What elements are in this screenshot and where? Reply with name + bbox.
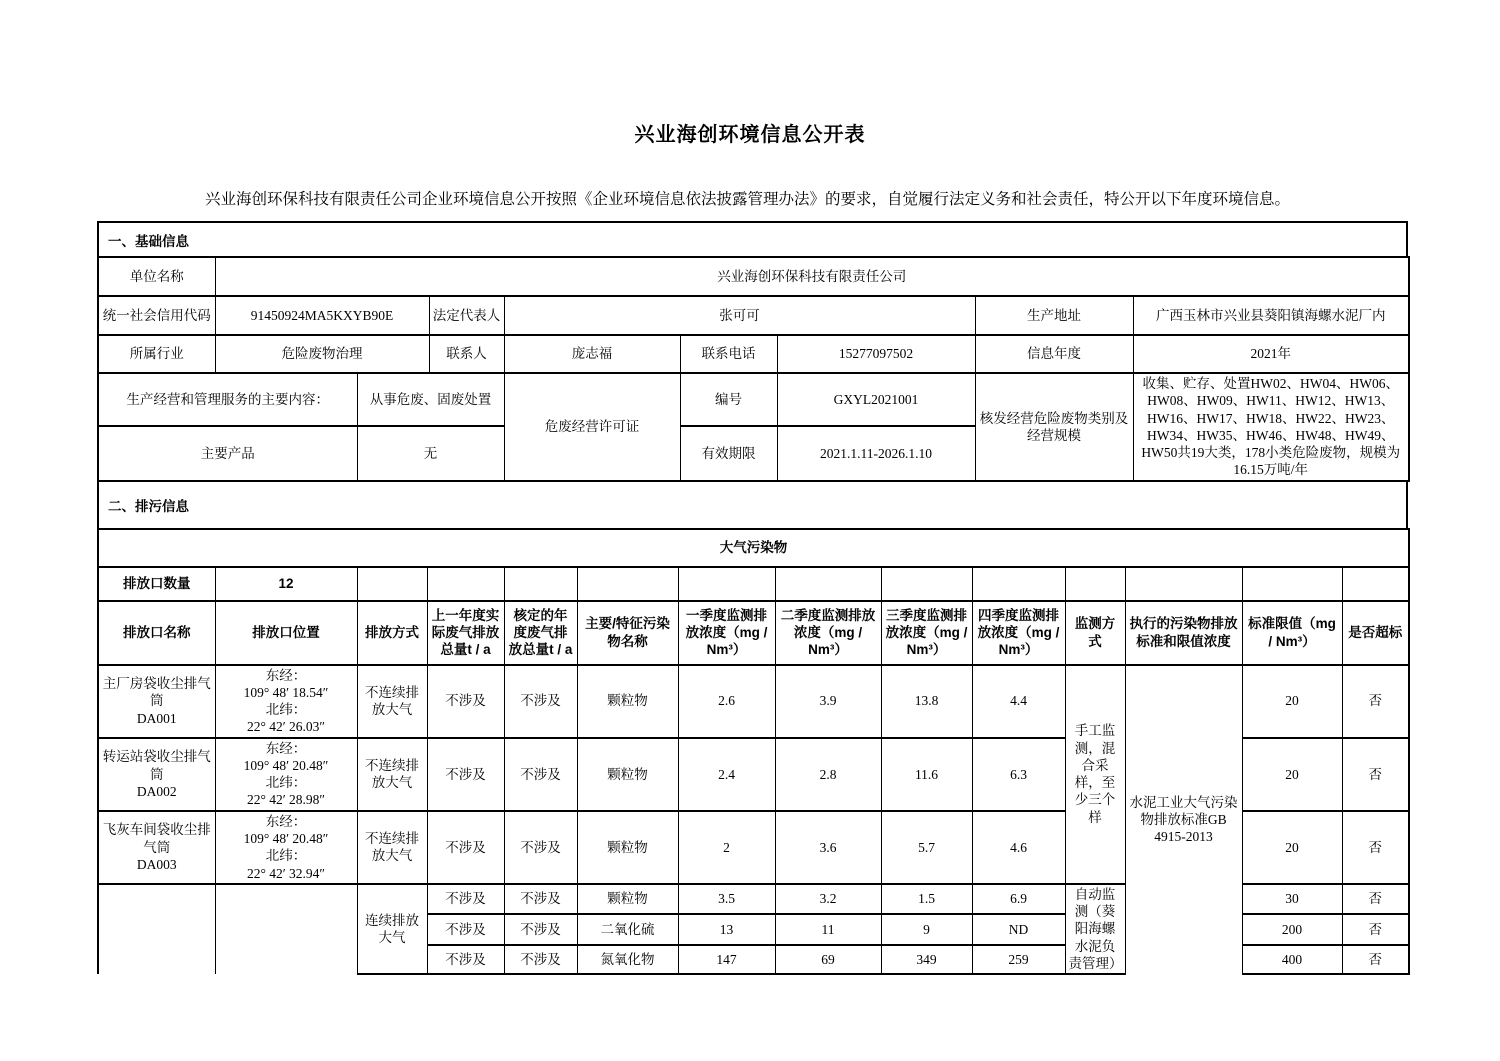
contact-value-cell: 庞志福	[504, 335, 680, 373]
page-title: 兴业海创环境信息公开表	[634, 124, 866, 146]
discharge-mode-cell: 连续排放大气	[357, 884, 427, 974]
q1-value-cell: 2.4	[678, 738, 775, 811]
q3-value-cell: 11.6	[881, 738, 972, 811]
empty-cell	[775, 567, 881, 601]
business-scope-label-cell: 生产经营和管理服务的主要内容：	[98, 373, 357, 426]
monitoring-auto-cell: 自动监测（葵阳海螺水泥负责管理）	[1065, 884, 1125, 974]
lastyear-total-cell: 不涉及	[427, 738, 504, 811]
header-q4-concentration: 四季度监测排放浓度（mg / Nm³）	[972, 601, 1065, 665]
q3-value-cell: 1.5	[881, 884, 972, 914]
q2-value-cell: 2.8	[775, 738, 881, 811]
approved-total-cell: 不涉及	[504, 914, 577, 944]
limit-value-cell: 20	[1242, 665, 1342, 738]
pollutant-cell: 颗粒物	[577, 665, 678, 738]
empty-cell	[1342, 567, 1409, 601]
license-valid-label-cell: 有效期限	[680, 426, 777, 480]
lastyear-total-cell: 不涉及	[427, 884, 504, 914]
q2-value-cell: 69	[775, 945, 881, 974]
header-approved-total: 核定的年度废气排放总量t / a	[504, 601, 577, 665]
header-q2-concentration: 二季度监测排放浓度（mg / Nm³）	[775, 601, 881, 665]
info-year-label-cell: 信息年度	[975, 335, 1133, 373]
outlet-count-label-cell: 排放口数量	[98, 567, 215, 601]
empty-cell	[678, 567, 775, 601]
q3-value-cell: 5.7	[881, 811, 972, 884]
industry-value-cell: 危险废物治理	[215, 335, 429, 373]
outlet-code: DA002	[136, 783, 177, 799]
q1-value-cell: 2.6	[678, 665, 775, 738]
longitude-label: 东经：	[265, 667, 307, 683]
q1-value-cell: 3.5	[678, 884, 775, 914]
exceed-cell: 否	[1342, 665, 1409, 738]
waste-category-value-cell: 收集、贮存、处置HW02、HW04、HW06、HW08、HW09、HW11、HW12、HW13、HW16、HW17、HW18、HW22、HW23、HW34、HW35、HW46、HW48、HW49、HW50共19大类，178小类危险废物，规模为16.15万吨/年	[1133, 373, 1409, 481]
lastyear-total-cell: 不涉及	[427, 914, 504, 944]
approved-total-cell: 不涉及	[504, 665, 577, 738]
q2-value-cell: 3.6	[775, 811, 881, 884]
discharge-mode-cell: 不连续排放大气	[357, 665, 427, 738]
outlet-name-cell	[98, 738, 215, 811]
header-q3-concentration: 三季度监测排放浓度（mg / Nm³）	[881, 601, 972, 665]
latitude-label: 北纬：	[265, 775, 307, 791]
lastyear-total-cell: 不涉及	[427, 811, 504, 884]
latitude-value: 22° 42′ 26.03″	[246, 719, 326, 735]
header-exceed: 是否超标	[1342, 601, 1409, 665]
q4-value-cell: 6.3	[972, 738, 1065, 811]
section-discharge-title: 二、排污信息	[108, 498, 189, 514]
industry-label-cell: 所属行业	[98, 335, 215, 373]
basic-info-table	[97, 256, 1410, 482]
outlet-code: DA001	[136, 710, 177, 726]
longitude-value: 109° 48′ 20.48″	[243, 757, 329, 773]
q4-value-cell: 6.9	[972, 884, 1065, 914]
exceed-cell: 否	[1342, 738, 1409, 811]
discharge-mode-cell: 不连续排放大气	[357, 738, 427, 811]
empty-cell	[504, 567, 577, 601]
outlet-name-cell	[98, 665, 215, 738]
limit-value-cell: 20	[1242, 738, 1342, 811]
latitude-label: 北纬：	[265, 702, 307, 718]
q4-value-cell: 4.4	[972, 665, 1065, 738]
empty-cell	[577, 567, 678, 601]
outlet-name: 主厂房袋收尘排气筒	[102, 676, 211, 709]
pollutant-cell: 颗粒物	[577, 884, 678, 914]
header-outlet-position: 排放口位置	[215, 601, 357, 665]
contact-label-cell: 联系人	[429, 335, 504, 373]
unit-name-label-cell: 单位名称	[98, 257, 215, 296]
empty-cell	[1125, 567, 1242, 601]
header-q1-concentration: 一季度监测排放浓度（mg / Nm³）	[678, 601, 775, 665]
limit-value-cell: 200	[1242, 914, 1342, 944]
outlet-name-cell	[98, 811, 215, 884]
license-no-label-cell: 编号	[680, 373, 777, 426]
q3-value-cell: 13.8	[881, 665, 972, 738]
q4-value-cell: ND	[972, 914, 1065, 944]
q1-value-cell: 13	[678, 914, 775, 944]
exceed-cell: 否	[1342, 884, 1409, 914]
header-monitoring-method: 监测方式	[1065, 601, 1125, 665]
outlet-position-cell	[215, 811, 357, 884]
monitoring-manual-cell: 手工监测，混合采样，至少三个样	[1065, 665, 1125, 884]
standard-cell: 水泥工业大气污染物排放标准GB 4915-2013	[1125, 665, 1242, 975]
latitude-label: 北纬：	[265, 848, 307, 864]
q4-value-cell: 259	[972, 945, 1065, 974]
outlet-name: 飞灰车间袋收尘排气筒	[102, 822, 211, 855]
longitude-label: 东经：	[265, 813, 307, 829]
unit-name-value-cell: 兴业海创环保科技有限责任公司	[215, 257, 1409, 296]
outlet-code: DA003	[136, 856, 177, 872]
empty-cell	[215, 884, 357, 974]
q3-value-cell: 349	[881, 945, 972, 974]
section-basic-title: 一、基础信息	[108, 233, 189, 249]
empty-cell	[1065, 567, 1125, 601]
license-no-value-cell: GXYL2021001	[777, 373, 975, 426]
longitude-value: 109° 48′ 18.54″	[243, 684, 329, 700]
license-title-cell: 危废经营许可证	[504, 373, 680, 481]
main-product-label-cell: 主要产品	[98, 426, 357, 480]
approved-total-cell: 不涉及	[504, 884, 577, 914]
empty-cell	[881, 567, 972, 601]
latitude-value: 22° 42′ 32.94″	[246, 865, 326, 881]
header-standard: 执行的污染物排放标准和限值浓度	[1125, 601, 1242, 665]
outlet-position-cell	[215, 738, 357, 811]
credit-code-value-cell: 91450924MA5KXYB90E	[215, 296, 429, 335]
phone-value-cell: 15277097502	[777, 335, 975, 373]
outlet-count-value-cell: 12	[215, 567, 357, 601]
pollutant-cell: 氮氧化物	[577, 945, 678, 974]
license-valid-value-cell: 2021.1.11-2026.1.10	[777, 426, 975, 480]
prod-address-value-cell: 广西玉林市兴业县葵阳镇海螺水泥厂内	[1133, 296, 1409, 335]
empty-cell	[357, 567, 427, 601]
pollutant-cell: 颗粒物	[577, 811, 678, 884]
legal-rep-label-cell: 法定代表人	[429, 296, 504, 335]
prod-address-label-cell: 生产地址	[975, 296, 1133, 335]
exceed-cell: 否	[1342, 811, 1409, 884]
exceed-cell: 否	[1342, 945, 1409, 974]
header-pollutant-name: 主要/特征污染物名称	[577, 601, 678, 665]
approved-total-cell: 不涉及	[504, 945, 577, 974]
header-outlet-name: 排放口名称	[98, 601, 215, 665]
outlet-name: 转运站袋收尘排气筒	[102, 749, 211, 782]
waste-category-label-cell: 核发经营危险废物类别及经营规模	[975, 373, 1133, 481]
header-limit: 标准限值（mg / Nm³）	[1242, 601, 1342, 665]
q1-value-cell: 2	[678, 811, 775, 884]
air-table-title-cell: 大气污染物	[98, 529, 1409, 567]
approved-total-cell: 不涉及	[504, 811, 577, 884]
header-lastyear-total: 上一年度实际废气排放总量t / a	[427, 601, 504, 665]
lastyear-total-cell: 不涉及	[427, 665, 504, 738]
q1-value-cell: 147	[678, 945, 775, 974]
q3-value-cell: 9	[881, 914, 972, 944]
info-year-value-cell: 2021年	[1133, 335, 1409, 373]
approved-total-cell: 不涉及	[504, 738, 577, 811]
legal-rep-value-cell: 张可可	[504, 296, 975, 335]
limit-value-cell: 400	[1242, 945, 1342, 974]
tables-container	[97, 223, 1408, 975]
main-product-value-cell: 无	[357, 426, 504, 480]
longitude-label: 东经：	[265, 740, 307, 756]
latitude-value: 22° 42′ 28.98″	[246, 792, 326, 808]
empty-cell	[972, 567, 1065, 601]
business-scope-value-cell: 从事危废、固废处置	[357, 373, 504, 426]
outlet-position-cell	[215, 665, 357, 738]
empty-cell	[427, 567, 504, 601]
longitude-value: 109° 48′ 20.48″	[243, 830, 329, 846]
limit-value-cell: 30	[1242, 884, 1342, 914]
intro-paragraph: 兴业海创环保科技有限责任公司企业环境信息公开按照《企业环境信息依法披露管理办法》的要求，自觉履行法定义务和社会责任，特公开以下年度环境信息。	[205, 191, 1291, 208]
pollutant-cell: 颗粒物	[577, 738, 678, 811]
header-discharge-mode: 排放方式	[357, 601, 427, 665]
exceed-cell: 否	[1342, 914, 1409, 944]
q2-value-cell: 3.2	[775, 884, 881, 914]
limit-value-cell: 20	[1242, 811, 1342, 884]
q2-value-cell: 11	[775, 914, 881, 944]
section-basic-header-box	[97, 221, 1408, 258]
empty-cell	[98, 884, 215, 974]
discharge-mode-cell: 不连续排放大气	[357, 811, 427, 884]
air-pollutant-table	[97, 528, 1410, 976]
q2-value-cell: 3.9	[775, 665, 881, 738]
credit-code-label-cell: 统一社会信用代码	[98, 296, 215, 335]
pollutant-cell: 二氧化硫	[577, 914, 678, 944]
empty-cell	[1242, 567, 1342, 601]
q4-value-cell: 4.6	[972, 811, 1065, 884]
section-discharge-header-box	[97, 480, 1408, 530]
phone-label-cell: 联系电话	[680, 335, 777, 373]
lastyear-total-cell: 不涉及	[427, 945, 504, 974]
